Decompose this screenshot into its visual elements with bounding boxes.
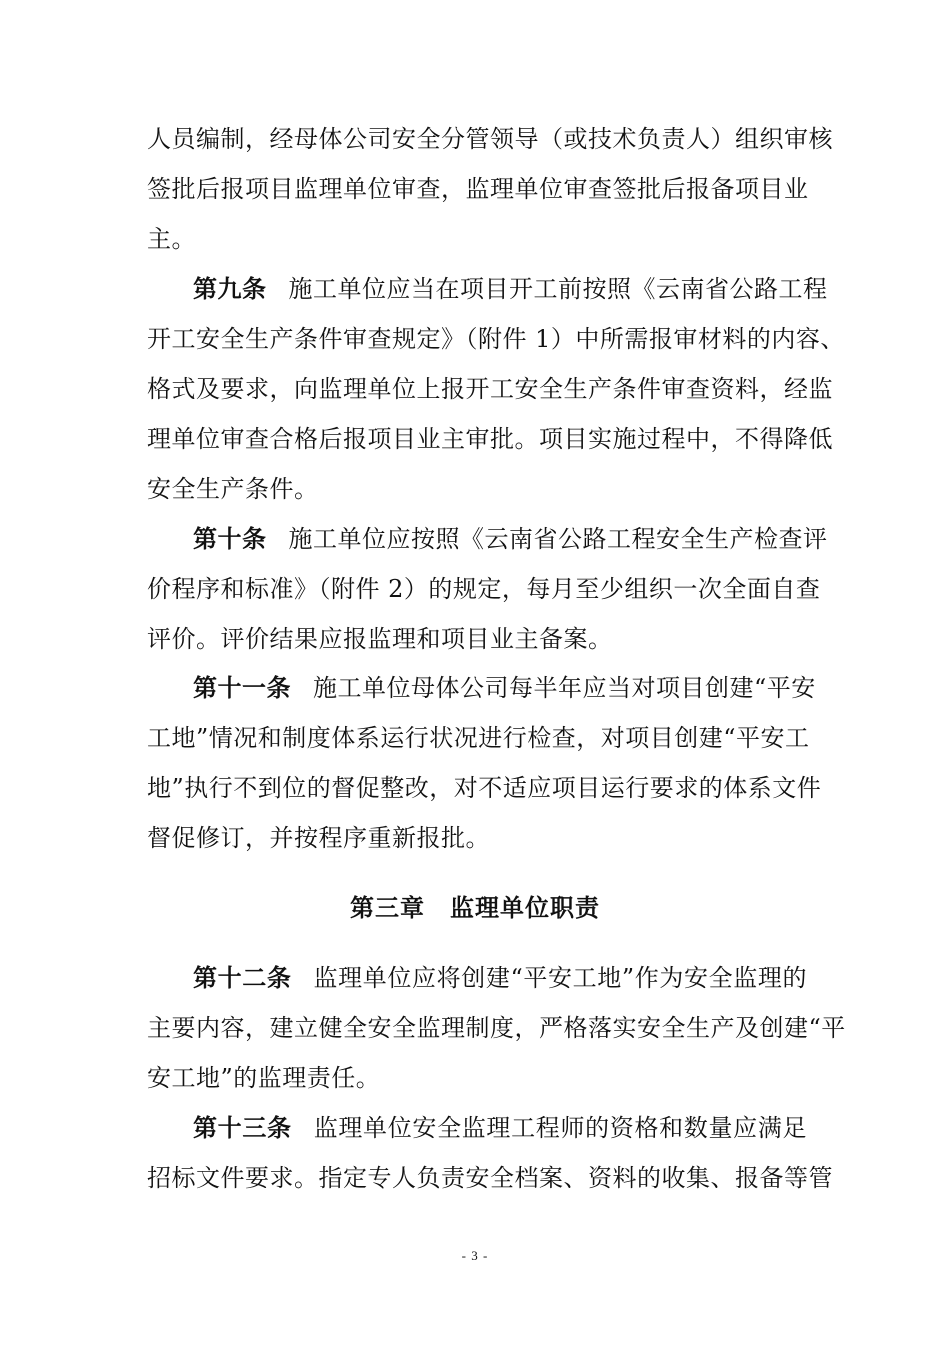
article-10-first-line xyxy=(193,519,828,559)
text-line: 签批后报项目监理单位审查，监理单位审查签批后报备项目业 xyxy=(147,175,809,203)
chapter-title: 第三章 监理单位职责 xyxy=(350,893,600,922)
text-line: 理单位审查合格后报项目业主审批。项目实施过程中，不得降低 xyxy=(147,425,833,453)
text-line: 评价。评价结果应报监理和项目业主备案。 xyxy=(147,625,613,653)
text-line: 招标文件要求。指定专人负责安全档案、资料的收集、报备等管 xyxy=(147,1164,833,1192)
text-span: 监理单位安全监理工程师的资格和数量应满足 xyxy=(313,1114,808,1142)
article-13-label: 第十三条 xyxy=(193,1113,292,1142)
article-9-label: 第九条 xyxy=(193,274,267,303)
article-11-first-line xyxy=(193,668,816,708)
text-span: 施工单位应当在项目开工前按照《云南省公路工程 xyxy=(288,275,828,303)
text-span: 施工单位应按照《云南省公路工程安全生产检查评 xyxy=(288,525,828,553)
article-13-first-line xyxy=(193,1108,807,1148)
text-line: 地”执行不到位的督促整改，对不适应项目运行要求的体系文件 xyxy=(147,774,822,802)
text-line: 督促修订，并按程序重新报批。 xyxy=(147,824,490,852)
text-span: 监理单位应将创建“平安工地”作为安全监理的 xyxy=(313,964,807,992)
text-line: 安工地”的监理责任。 xyxy=(147,1064,381,1092)
text-span: 施工单位母体公司每半年应当对项目创建“平安 xyxy=(313,674,816,702)
text-line: 安全生产条件。 xyxy=(147,475,319,503)
article-10-label: 第十条 xyxy=(193,524,267,553)
article-12-label: 第十二条 xyxy=(193,963,292,992)
text-line: 格式及要求，向监理单位上报开工安全生产条件审查资料，经监 xyxy=(147,375,833,403)
text-line: 开工安全生产条件审查规定》（附件 1）中所需报审材料的内容、 xyxy=(147,325,845,353)
article-9-first-line xyxy=(193,269,828,309)
article-12-first-line xyxy=(193,958,807,998)
text-line: 人员编制，经母体公司安全分管领导（或技术负责人）组织审核 xyxy=(147,125,833,153)
article-11-label: 第十一条 xyxy=(193,673,291,702)
text-line: 主要内容，建立健全安全监理制度，严格落实安全生产及创建“平 xyxy=(147,1014,846,1042)
text-line: 主。 xyxy=(147,225,196,253)
text-line: 价程序和标准》（附件 2）的规定，每月至少组织一次全面自查 xyxy=(147,575,821,603)
text-line: 工地”情况和制度体系运行状况进行检查，对项目创建“平安工 xyxy=(147,724,810,752)
page-number: - 3 - xyxy=(461,1248,489,1263)
